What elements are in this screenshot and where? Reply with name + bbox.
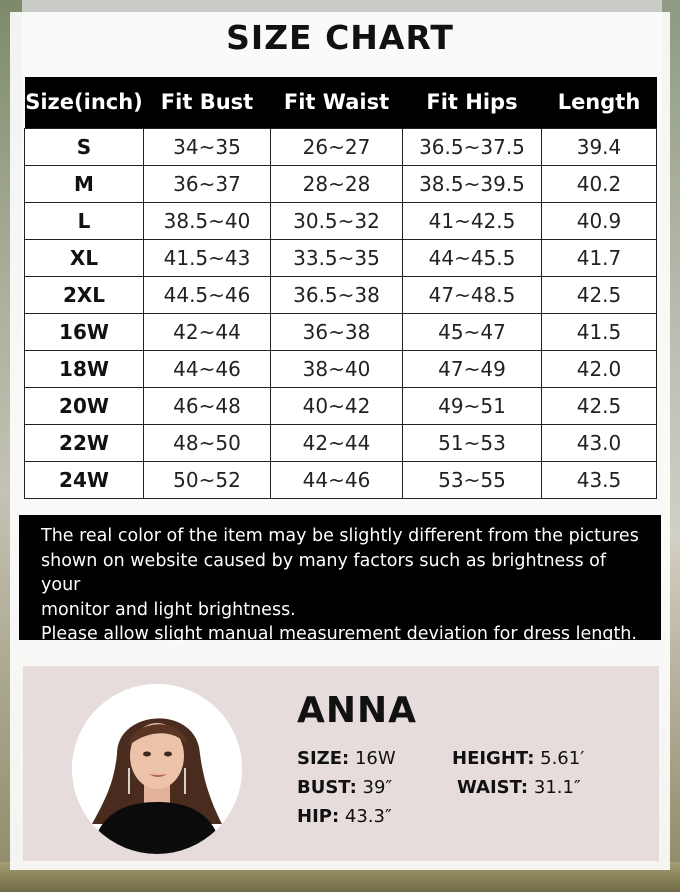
waist-cell: 26~27 bbox=[271, 128, 403, 165]
bust-cell: 42~44 bbox=[144, 313, 271, 350]
disclaimer-line: The real color of the item may be slightly different from the pictures bbox=[41, 526, 639, 546]
hips-cell: 45~47 bbox=[403, 313, 542, 350]
table-row bbox=[25, 128, 657, 165]
hips-cell: 51~53 bbox=[403, 425, 542, 462]
height-label: HEIGHT: bbox=[452, 748, 535, 769]
table-row bbox=[25, 462, 657, 499]
size-cell: 24W bbox=[25, 462, 144, 499]
height-value: 5.61′ bbox=[540, 748, 585, 769]
length-cell: 40.9 bbox=[542, 202, 657, 239]
waist-cell: 38~40 bbox=[271, 351, 403, 388]
waist-cell: 30.5~32 bbox=[271, 202, 403, 239]
size-cell: 2XL bbox=[25, 276, 144, 313]
disclaimer-line: shown on website caused by many factors such as brightness of your bbox=[41, 550, 606, 595]
waist-cell: 33.5~35 bbox=[271, 239, 403, 276]
header-fit-waist: Fit Waist bbox=[271, 77, 403, 128]
waist-cell: 36.5~38 bbox=[271, 276, 403, 313]
table-row bbox=[25, 239, 657, 276]
waist-cell: 44~46 bbox=[271, 462, 403, 499]
table-row bbox=[25, 313, 657, 350]
length-cell: 40.2 bbox=[542, 165, 657, 202]
bust-cell: 50~52 bbox=[144, 462, 271, 499]
header-size: Size(inch) bbox=[25, 77, 144, 128]
bust-cell: 34~35 bbox=[144, 128, 271, 165]
hips-cell: 41~42.5 bbox=[403, 202, 542, 239]
length-cell: 42.5 bbox=[542, 276, 657, 313]
waist-cell: 28~28 bbox=[271, 165, 403, 202]
length-cell: 42.0 bbox=[542, 351, 657, 388]
size-cell: 20W bbox=[25, 388, 144, 425]
table-row bbox=[25, 351, 657, 388]
length-cell: 43.0 bbox=[542, 425, 657, 462]
model-avatar bbox=[72, 684, 242, 854]
waist-value: 31.1″ bbox=[533, 777, 581, 798]
header-fit-bust: Fit Bust bbox=[144, 77, 271, 128]
size-cell: XL bbox=[25, 239, 144, 276]
table-row bbox=[25, 388, 657, 425]
size-cell: L bbox=[25, 202, 144, 239]
hips-cell: 53~55 bbox=[403, 462, 542, 499]
color-disclaimer bbox=[19, 515, 661, 644]
size-cell: S bbox=[25, 128, 144, 165]
model-photo-icon bbox=[72, 684, 242, 854]
table-row bbox=[25, 425, 657, 462]
size-value: 16W bbox=[354, 748, 396, 769]
hips-cell: 44~45.5 bbox=[403, 239, 542, 276]
header-fit-hips: Fit Hips bbox=[403, 77, 542, 128]
waist-cell: 42~44 bbox=[271, 425, 403, 462]
waist-cell: 36~38 bbox=[271, 313, 403, 350]
hips-cell: 47~48.5 bbox=[403, 276, 542, 313]
header-length: Length bbox=[542, 77, 657, 128]
size-label: SIZE: bbox=[297, 748, 350, 769]
length-cell: 41.5 bbox=[542, 313, 657, 350]
length-cell: 41.7 bbox=[542, 239, 657, 276]
model-name: ANNA bbox=[297, 690, 417, 731]
hips-cell: 49~51 bbox=[403, 388, 542, 425]
bust-cell: 38.5~40 bbox=[144, 202, 271, 239]
table-row bbox=[25, 202, 657, 239]
model-size bbox=[297, 748, 396, 769]
hips-cell: 38.5~39.5 bbox=[403, 165, 542, 202]
size-cell: 18W bbox=[25, 351, 144, 388]
waist-cell: 40~42 bbox=[271, 388, 403, 425]
length-cell: 43.5 bbox=[542, 462, 657, 499]
hips-cell: 47~49 bbox=[403, 351, 542, 388]
disclaimer-line: Please allow slight manual measurement deviation for dress length. bbox=[41, 624, 637, 644]
bust-label: BUST: bbox=[297, 777, 357, 798]
page-title: SIZE CHART bbox=[226, 18, 454, 57]
bust-cell: 36~37 bbox=[144, 165, 271, 202]
size-chart-table bbox=[24, 77, 657, 499]
bust-cell: 46~48 bbox=[144, 388, 271, 425]
bust-cell: 41.5~43 bbox=[144, 239, 271, 276]
hip-label: HIP: bbox=[297, 806, 340, 827]
model-hip bbox=[297, 806, 392, 827]
table-header-row bbox=[25, 77, 657, 128]
hips-cell: 36.5~37.5 bbox=[403, 128, 542, 165]
length-cell: 39.4 bbox=[542, 128, 657, 165]
size-cell: 16W bbox=[25, 313, 144, 350]
model-height bbox=[452, 748, 584, 769]
disclaimer-line: monitor and light brightness. bbox=[41, 599, 296, 620]
table-row bbox=[25, 165, 657, 202]
bust-value: 39″ bbox=[362, 777, 393, 798]
size-cell: 22W bbox=[25, 425, 144, 462]
bust-cell: 48~50 bbox=[144, 425, 271, 462]
bust-cell: 44~46 bbox=[144, 351, 271, 388]
length-cell: 42.5 bbox=[542, 388, 657, 425]
waist-label: WAIST: bbox=[457, 777, 529, 798]
table-row bbox=[25, 276, 657, 313]
hip-value: 43.3″ bbox=[344, 806, 392, 827]
model-bust bbox=[297, 777, 392, 798]
bust-cell: 44.5~46 bbox=[144, 276, 271, 313]
model-waist bbox=[457, 777, 581, 798]
size-cell: M bbox=[25, 165, 144, 202]
